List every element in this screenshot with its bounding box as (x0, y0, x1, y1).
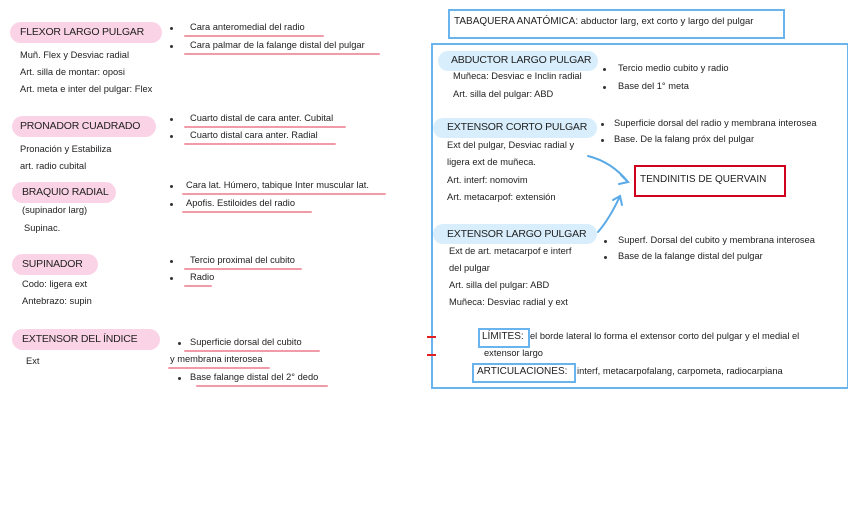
supinador-title: SUPINADOR (22, 258, 83, 270)
braquio-title: BRAQUIO RADIAL (22, 186, 109, 198)
abductor-line-1: Muñeca: Desviac e Inclin radial (453, 71, 582, 81)
ext-largo-origin: Superf. Dorsal del cubito y membrana interosea (618, 235, 815, 245)
ext-corto-origin: Superficie dorsal del radio y membrana interosea (614, 118, 817, 128)
flexor-line-3: Art. meta e inter del pulgar: Flex (20, 84, 153, 94)
braquio-line-2: Supinac. (24, 223, 61, 233)
pronador-line-2: art. radio cubital (20, 161, 87, 171)
supinador-insertion: Radio (190, 272, 215, 282)
ext-corto-insertion: Base. De la falang próx del pulgar (614, 134, 755, 144)
extensor-indice-insertion: Base falange distal del 2° dedo (190, 372, 319, 382)
ext-corto-line-3: Art. interf: nomovim (447, 175, 528, 185)
bullet-dot (604, 240, 607, 243)
supinador-origin: Tercio proximal del cubito (190, 255, 295, 265)
braquio-origin: Cara lat. Húmero, tabique Inter muscular lat. (186, 180, 369, 190)
ext-largo-line-3: Art. silla del pulgar: ABD (449, 280, 550, 290)
braquio-insertion: Apofis. Estiloides del radio (186, 198, 296, 208)
bullet-dot (604, 256, 607, 259)
ext-corto-line-2: ligera ext de muñeca. (447, 157, 536, 167)
extensor-indice-line-1: Ext (26, 356, 40, 366)
pronador-line-1: Pronación y Estabiliza (20, 144, 112, 154)
ext-corto-title: EXTENSOR CORTO PULGAR (447, 121, 588, 133)
ext-corto-line-1: Ext del pulgar, Desviac radial y (447, 140, 575, 150)
supinador-line-1: Codo: ligera ext (22, 279, 88, 289)
flexor-title: FLEXOR LARGO PULGAR (20, 26, 144, 38)
ext-corto-line-4: Art. metacarpof: extensión (447, 192, 556, 202)
braquio-line-1: (supinador larg) (22, 205, 88, 215)
ext-largo-title: EXTENSOR LARGO PULGAR (447, 228, 587, 240)
limites-label: LÍMITES: (482, 331, 524, 342)
ext-largo-line-4: Muñeca: Desviac radial y ext (449, 297, 568, 307)
flexor-line-1: Muñ. Flex y Desviac radial (20, 50, 130, 60)
tabaquera-title-label: TABAQUERA ANATÓMICA: (454, 16, 579, 27)
extensor-indice-title: EXTENSOR DEL ÍNDICE (22, 333, 138, 345)
limites-text-1: el borde lateral lo forma el extensor corto del pulgar y el medial el (530, 331, 800, 341)
articulaciones-label: ARTICULACIONES: (477, 366, 568, 377)
pronador-insertion: Cuarto distal cara anter. Radial (190, 130, 318, 140)
abductor-title: ABDUCTOR LARGO PULGAR (451, 54, 592, 66)
tabaquera-title-text: abductor larg, ext corto y largo del pulgar (580, 16, 754, 27)
extensor-indice-origin-cont: y membrana interosea (170, 354, 263, 364)
extensor-indice-origin: Superficie dorsal del cubito (190, 337, 302, 347)
flexor-line-2: Art. silla de montar: oposi (20, 67, 125, 77)
pronador-title: PRONADOR CUADRADO (20, 120, 141, 132)
red-marker (427, 354, 436, 356)
abductor-origin: Tercio medio cubito y radio (618, 63, 729, 73)
ext-largo-line-2: del pulgar (449, 263, 490, 273)
flexor-origin: Cara anteromedial del radio (190, 22, 305, 32)
tendinitis-label: TENDINITIS DE QUERVAIN (640, 174, 767, 185)
supinador-line-2: Antebrazo: supin (22, 296, 92, 306)
ext-largo-line-1: Ext de art. metacarpof e interf (449, 246, 572, 256)
articulaciones-text: interf, metacarpofalang, carpometa, radiocarpiana (577, 366, 783, 376)
pronador-origin: Cuarto distal de cara anter. Cubital (190, 113, 334, 123)
red-marker (427, 336, 436, 338)
limites-text-2: extensor largo (484, 348, 543, 358)
abductor-line-2: Art. silla del pulgar: ABD (453, 89, 554, 99)
flexor-insertion: Cara palmar de la falange distal del pulgar (190, 40, 365, 50)
ext-largo-insertion: Base de la falange distal del pulgar (618, 251, 763, 261)
abductor-insertion: Base del 1° meta (618, 81, 689, 91)
